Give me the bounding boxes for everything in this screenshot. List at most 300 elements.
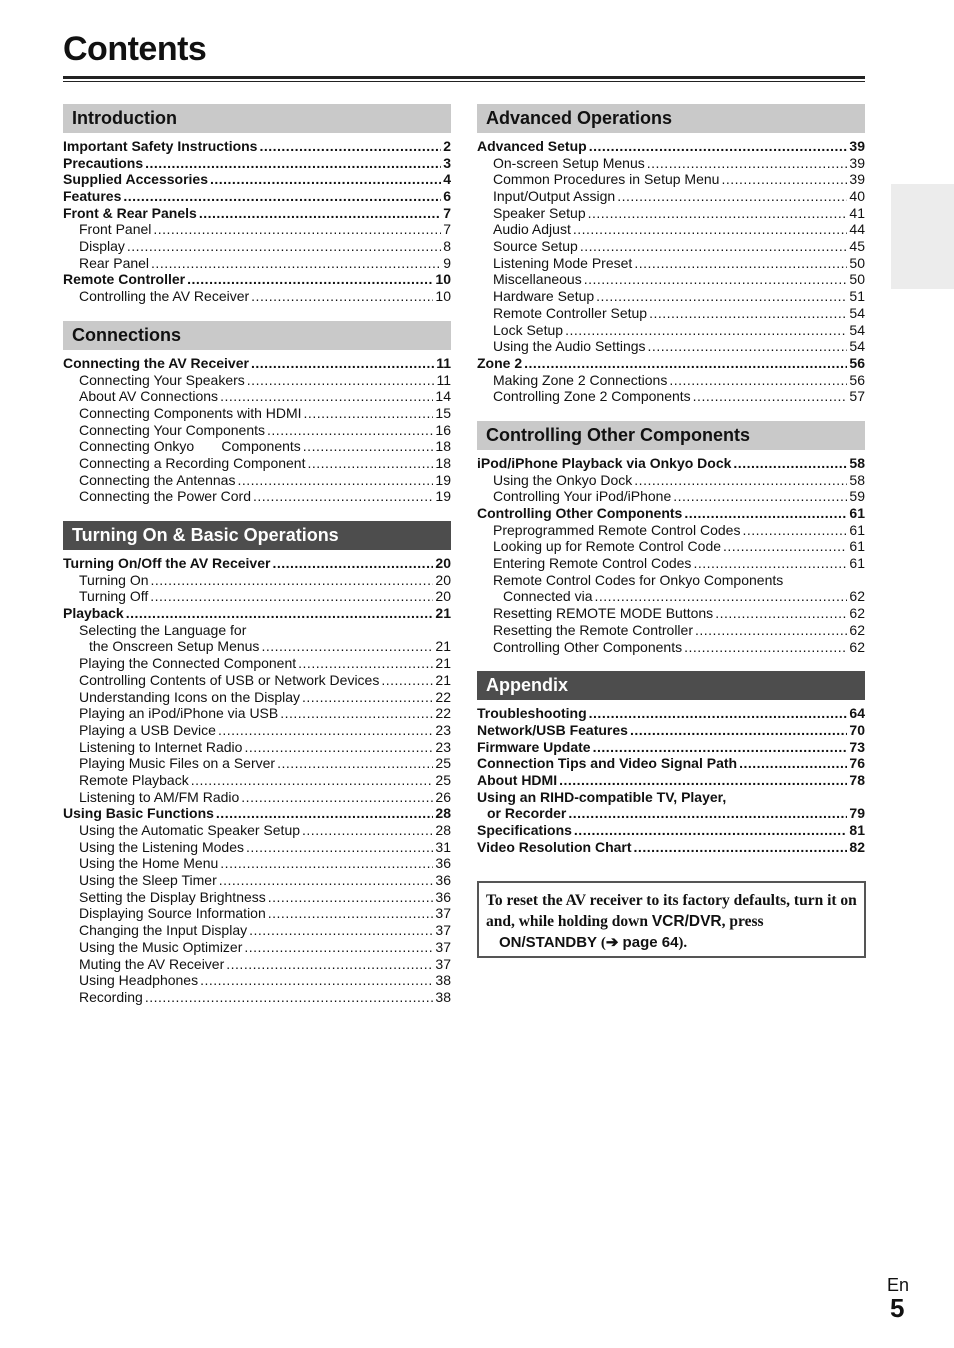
toc-entry[interactable] <box>63 655 451 672</box>
toc-leader-dots <box>253 488 433 505</box>
toc-entry-title: Controlling Other Components <box>477 505 683 522</box>
title-rule-thin <box>63 81 865 82</box>
toc-entry-page: 20 <box>435 571 451 588</box>
toc-entry[interactable] <box>477 355 865 372</box>
toc-section <box>63 521 451 1006</box>
toc-entry-title: Playback <box>63 605 124 622</box>
toc-entry[interactable] <box>477 605 865 622</box>
toc-leader-dots <box>220 388 433 405</box>
toc-entry-page: 21 <box>435 605 451 622</box>
toc-entry[interactable] <box>477 238 865 255</box>
toc-entry-page: 45 <box>849 238 865 255</box>
toc-leader-dots <box>298 655 433 672</box>
toc-entry[interactable] <box>477 322 865 339</box>
section-heading: Advanced Operations <box>477 104 865 133</box>
toc-section <box>63 104 451 305</box>
toc-entry-title: Front Panel <box>79 221 152 238</box>
toc-leader-dots <box>220 855 433 872</box>
toc-entry-title: Playing a USB Device <box>79 721 216 738</box>
section-heading: Controlling Other Components <box>477 421 865 450</box>
toc-leader-dots <box>191 772 434 789</box>
toc-entry-title: Preprogrammed Remote Control Codes <box>493 521 741 538</box>
toc-entry-page: 62 <box>849 621 865 638</box>
toc-leader-dots <box>381 672 433 689</box>
toc-entry-page: 9 <box>443 254 451 271</box>
page-title: Contents <box>63 30 207 68</box>
toc-entry[interactable] <box>63 372 451 389</box>
toc-leader-dots <box>684 639 847 656</box>
toc-entry-page: 11 <box>436 354 451 371</box>
toc-entry-page: 62 <box>849 588 865 605</box>
toc-leader-dots <box>216 805 434 822</box>
toc-entry-page: 38 <box>435 988 451 1005</box>
toc-leader-dots <box>304 405 434 422</box>
toc-leader-dots <box>574 822 848 839</box>
toc-entry-title: Remote Playback <box>79 771 189 788</box>
toc-entry-page: 36 <box>435 855 451 872</box>
toc-entry-title: Using Basic Functions <box>63 805 214 822</box>
toc-leader-dots <box>246 839 433 856</box>
toc-leader-dots <box>210 171 441 188</box>
toc-entry[interactable] <box>477 555 865 572</box>
toc-entry-page: 81 <box>849 822 865 839</box>
toc-leader-dots <box>673 488 847 505</box>
toc-entry[interactable] <box>63 889 451 906</box>
toc-entry-title: Remote Controller <box>63 271 186 288</box>
toc-entry[interactable] <box>477 538 865 555</box>
toc-entry[interactable] <box>63 722 451 739</box>
toc-leader-dots <box>739 755 847 772</box>
toc-leader-dots <box>684 505 847 522</box>
toc-entry-title: Muting the AV Receiver <box>79 955 225 972</box>
toc-entry-page: 54 <box>849 338 865 355</box>
toc-entry[interactable] <box>63 972 451 989</box>
toc-entry-title: Playing the Connected Component <box>79 655 297 672</box>
toc-entry[interactable] <box>477 839 865 856</box>
toc-entry[interactable] <box>63 555 451 572</box>
toc-leader-dots <box>559 772 847 789</box>
toc-entry-page: 20 <box>435 588 451 605</box>
toc-entry-title: Resetting the Remote Controller <box>493 621 693 638</box>
title-rule-thick <box>63 76 865 79</box>
toc-leader-dots <box>150 588 433 605</box>
toc-entry-page: 70 <box>849 721 865 738</box>
toc-entry-page: 37 <box>435 905 451 922</box>
toc-entry-page: 39 <box>849 154 865 171</box>
toc-entry-page: 38 <box>435 972 451 989</box>
toc-section <box>63 321 451 505</box>
toc-entry[interactable] <box>63 355 451 372</box>
toc-entry-page: 7 <box>443 204 451 221</box>
toc-entry-title: the Onscreen Setup Menus <box>89 638 260 655</box>
toc-entry[interactable] <box>63 438 451 455</box>
toc-entry[interactable] <box>477 639 865 656</box>
toc-leader-dots <box>145 989 434 1006</box>
toc-entry[interactable] <box>477 288 865 305</box>
toc-entry-page: 23 <box>435 738 451 755</box>
toc-entry[interactable] <box>477 138 865 155</box>
toc-entry[interactable] <box>63 171 451 188</box>
toc-entry[interactable] <box>63 205 451 222</box>
toc-entry[interactable] <box>477 805 865 822</box>
reset-note-key-line: ON/STANDBY (➔ page 64). <box>499 934 688 951</box>
toc-entry[interactable] <box>63 155 451 172</box>
toc-entry-title: Features <box>63 188 122 205</box>
toc-entry-page: 22 <box>435 705 451 722</box>
toc-entry[interactable] <box>63 789 451 806</box>
toc-entry-page: 56 <box>849 371 865 388</box>
toc-leader-dots <box>596 288 847 305</box>
toc-entry-page: 21 <box>435 671 451 688</box>
toc-entry[interactable] <box>63 488 451 505</box>
toc-entry[interactable] <box>63 906 451 923</box>
toc-entry-page: 37 <box>435 922 451 939</box>
toc-entry[interactable] <box>477 221 865 238</box>
toc-leader-dots <box>588 205 848 222</box>
toc-entry[interactable] <box>63 772 451 789</box>
arrow-right-icon: ➔ <box>605 934 619 951</box>
toc-entry-page: 41 <box>849 204 865 221</box>
toc-entry[interactable] <box>63 872 451 889</box>
toc-entry-title: Hardware Setup <box>493 288 595 305</box>
toc-leader-dots <box>200 972 433 989</box>
reset-note-box <box>477 881 866 958</box>
toc-entry-page: 7 <box>443 221 451 238</box>
toc-entry-page: 25 <box>435 771 451 788</box>
key-on-standby: ON/STANDBY <box>499 934 598 951</box>
toc-entry[interactable] <box>477 589 865 606</box>
toc-entry[interactable] <box>477 338 865 355</box>
toc-entry-title: Using the Listening Modes <box>79 838 244 855</box>
toc-entry-title: Video Resolution Chart <box>477 838 632 855</box>
toc-entry-page: 78 <box>849 771 865 788</box>
toc-entry[interactable] <box>63 255 451 272</box>
toc-entry-title: Resetting REMOTE MODE Buttons <box>493 605 714 622</box>
toc-entry[interactable] <box>477 272 865 289</box>
toc-entry-page: 79 <box>849 805 865 822</box>
toc-entry[interactable] <box>477 505 865 522</box>
toc-entry-title: Selecting the Language for <box>79 621 247 638</box>
toc-entry[interactable] <box>63 705 451 722</box>
toc-entry-page: 10 <box>435 288 451 305</box>
toc-leader-dots <box>589 705 848 722</box>
toc-entry-title: Source Setup <box>493 238 578 255</box>
toc-entry-title: Turning On <box>79 571 149 588</box>
toc-entry-page: 10 <box>435 271 451 288</box>
toc-entry-page: 16 <box>435 421 451 438</box>
toc-entry-page: 50 <box>849 271 865 288</box>
toc-leader-dots <box>733 455 847 472</box>
toc-entry-title: Miscellaneous <box>493 271 582 288</box>
toc-entry-title: Important Safety Instructions <box>63 137 258 154</box>
toc-entry-title: Controlling Other Components <box>493 638 683 655</box>
toc-entry[interactable] <box>477 388 865 405</box>
toc-entry[interactable] <box>477 789 865 806</box>
toc-entry-title: Using the Sleep Timer <box>79 872 217 889</box>
toc-section <box>477 104 865 405</box>
toc-leader-dots <box>302 689 433 706</box>
toc-leader-dots <box>634 839 848 856</box>
toc-leader-dots <box>742 522 847 539</box>
toc-leader-dots <box>218 722 433 739</box>
toc-entry[interactable] <box>63 922 451 939</box>
toc-entry-title: Connecting Your Components <box>79 421 266 438</box>
toc-entry-page: 20 <box>435 555 451 572</box>
toc-leader-dots <box>247 372 435 389</box>
toc-entry-title: Connection Tips and Video Signal Path <box>477 755 738 772</box>
toc-entry-page: 58 <box>849 454 865 471</box>
toc-entry-page: 19 <box>435 471 451 488</box>
toc-entry[interactable] <box>477 622 865 639</box>
toc-entry-page: 14 <box>435 388 451 405</box>
toc-entry-title: Remote Controller Setup <box>493 304 648 321</box>
toc-entry-page: 28 <box>435 822 451 839</box>
toc-leader-dots <box>595 588 848 605</box>
toc-leader-dots <box>307 455 433 472</box>
toc-entry-page: 39 <box>849 171 865 188</box>
toc-entry-title: Controlling the AV Receiver <box>79 288 250 305</box>
toc-leader-dots <box>272 555 433 572</box>
toc-leader-dots <box>649 305 847 322</box>
toc-entry-title: Using Headphones <box>79 972 199 989</box>
toc-entry-title: Recording <box>79 988 143 1005</box>
toc-leader-dots <box>303 438 434 455</box>
toc-entry[interactable] <box>63 238 451 255</box>
toc-entry-page: 62 <box>849 638 865 655</box>
toc-entry-title: Connecting Onkyo Components <box>79 438 301 455</box>
toc-entry-page: 56 <box>849 354 865 371</box>
toc-entry[interactable] <box>63 639 451 656</box>
toc-entry-page: 31 <box>435 838 451 855</box>
toc-leader-dots <box>237 472 433 489</box>
toc-entry[interactable] <box>63 956 451 973</box>
toc-leader-dots <box>648 338 848 355</box>
toc-entry[interactable] <box>477 472 865 489</box>
toc-entry[interactable] <box>477 188 865 205</box>
toc-entry[interactable] <box>63 989 451 1006</box>
toc-entry-page: 51 <box>849 288 865 305</box>
toc-leader-dots <box>630 722 847 739</box>
toc-entry[interactable] <box>63 288 451 305</box>
toc-entry[interactable] <box>63 455 451 472</box>
toc-entry[interactable] <box>63 939 451 956</box>
toc-entry-page: 61 <box>849 521 865 538</box>
toc-entry-page: 18 <box>435 454 451 471</box>
toc-entry[interactable] <box>477 305 865 322</box>
toc-leader-dots <box>241 789 433 806</box>
toc-entry-title: Using the Audio Settings <box>493 338 646 355</box>
toc-leader-dots <box>580 238 848 255</box>
toc-entry-page: 36 <box>435 872 451 889</box>
toc-entry-title: Lock Setup <box>493 321 564 338</box>
toc-leader-dots <box>568 805 847 822</box>
toc-leader-dots <box>584 271 848 288</box>
toc-entry-title: Controlling Contents of USB or Network Devices <box>79 671 380 688</box>
toc-entry[interactable] <box>63 388 451 405</box>
toc-leader-dots <box>123 188 441 205</box>
toc-entry-title: Using the Automatic Speaker Setup <box>79 822 301 839</box>
toc-entry-title: Connecting the Power Cord <box>79 488 251 505</box>
toc-entry-title: Connecting the Antennas <box>79 471 236 488</box>
toc-entry[interactable] <box>63 689 451 706</box>
toc-entry-title: Connected via <box>503 588 593 605</box>
toc-entry-title: Speaker Setup <box>493 204 586 221</box>
toc-entry[interactable] <box>477 205 865 222</box>
toc-entry-title: Using the Home Menu <box>79 855 219 872</box>
toc-leader-dots <box>151 572 434 589</box>
toc-entry-title: Troubleshooting <box>477 705 587 722</box>
toc-entry[interactable] <box>63 572 451 589</box>
toc-entry-title: About AV Connections <box>79 388 219 405</box>
toc-entry-title: Using the Music Optimizer <box>79 938 243 955</box>
toc-entry[interactable] <box>63 221 451 238</box>
toc-section <box>477 671 865 855</box>
toc-entry-page: 8 <box>443 238 451 255</box>
section-heading: Connections <box>63 321 451 350</box>
toc-entry[interactable] <box>63 588 451 605</box>
toc-entry[interactable] <box>63 805 451 822</box>
toc-entry-title: Listening Mode Preset <box>493 254 633 271</box>
left-column <box>63 104 451 1022</box>
toc-leader-dots <box>267 422 433 439</box>
toc-entry-title: Zone 2 <box>477 354 523 371</box>
toc-entry-page: 61 <box>849 538 865 555</box>
toc-entry-title: Using an RIHD-compatible TV, Player, <box>477 788 727 805</box>
toc-leader-dots <box>244 739 433 756</box>
toc-entry-title: Controlling Your iPod/iPhone <box>493 488 672 505</box>
toc-entry-title: iPod/iPhone Playback via Onkyo Dock <box>477 454 732 471</box>
toc-entry[interactable] <box>477 455 865 472</box>
toc-entry[interactable] <box>63 605 451 622</box>
toc-leader-dots <box>261 638 433 655</box>
toc-entry-title: Connecting Components with HDMI <box>79 404 302 421</box>
toc-leader-dots <box>721 171 847 188</box>
toc-entry-page: 28 <box>435 805 451 822</box>
toc-leader-dots <box>268 889 434 906</box>
toc-entry-title: Rear Panel <box>79 254 150 271</box>
toc-entry[interactable] <box>477 488 865 505</box>
toc-entry[interactable] <box>63 839 451 856</box>
toc-entry-title: Network/USB Features <box>477 721 628 738</box>
toc-entry-title: Using the Onkyo Dock <box>493 471 633 488</box>
toc-entry-title: Turning Off <box>79 588 149 605</box>
toc-entry-title: Connecting a Recording Component <box>79 454 306 471</box>
toc-entry-title: Playing an iPod/iPhone via USB <box>79 705 279 722</box>
toc-entry-title: Specifications <box>477 822 572 839</box>
toc-entry[interactable] <box>477 522 865 539</box>
section-heading: Introduction <box>63 104 451 133</box>
toc-entry[interactable] <box>63 855 451 872</box>
toc-entry-page: 18 <box>435 438 451 455</box>
toc-leader-dots <box>259 138 441 155</box>
toc-leader-dots <box>573 221 848 238</box>
toc-entry-page: 2 <box>443 137 451 154</box>
toc-leader-dots <box>695 622 847 639</box>
section-heading: Turning On & Basic Operations <box>63 521 451 550</box>
toc-leader-dots <box>226 956 433 973</box>
toc-entry[interactable] <box>477 155 865 172</box>
toc-entry-page: 4 <box>443 171 451 188</box>
toc-entry[interactable] <box>63 422 451 439</box>
toc-leader-dots <box>126 605 434 622</box>
toc-leader-dots <box>268 905 434 922</box>
toc-leader-dots <box>693 388 848 405</box>
toc-leader-dots <box>251 355 434 372</box>
toc-entry[interactable] <box>63 138 451 155</box>
toc-entry[interactable] <box>63 739 451 756</box>
toc-entry-title: Looking up for Remote Control Code <box>493 538 722 555</box>
toc-entry[interactable] <box>63 622 451 639</box>
toc-entry-title: Front & Rear Panels <box>63 204 197 221</box>
toc-section <box>477 421 865 655</box>
toc-entry-title: Listening to Internet Radio <box>79 738 243 755</box>
toc-entry-page: 58 <box>849 471 865 488</box>
toc-entry[interactable] <box>63 472 451 489</box>
toc-entry[interactable] <box>477 572 865 589</box>
toc-entry-title: Display <box>79 238 125 255</box>
key-vcr-dvr: VCR/DVR <box>651 913 722 930</box>
toc-entry-page: 54 <box>849 304 865 321</box>
toc-leader-dots <box>187 271 433 288</box>
toc-entry-page: 54 <box>849 321 865 338</box>
toc-entry-page: 64 <box>849 705 865 722</box>
toc-entry[interactable] <box>477 705 865 722</box>
toc-leader-dots <box>647 155 848 172</box>
toc-leader-dots <box>715 605 847 622</box>
toc-leader-dots <box>219 872 434 889</box>
toc-entry[interactable] <box>477 171 865 188</box>
toc-entry[interactable] <box>63 405 451 422</box>
toc-entry[interactable] <box>63 272 451 289</box>
toc-entry-title: Understanding Icons on the Display <box>79 688 301 705</box>
toc-entry[interactable] <box>63 188 451 205</box>
section-heading: Appendix <box>477 671 865 700</box>
toc-entry-page: 50 <box>849 254 865 271</box>
toc-entry-title: or Recorder <box>487 805 567 822</box>
toc-entry[interactable] <box>63 822 451 839</box>
toc-entry-page: 57 <box>849 388 865 405</box>
toc-leader-dots <box>723 538 847 555</box>
toc-entry[interactable] <box>63 672 451 689</box>
toc-leader-dots <box>524 355 847 372</box>
toc-entry[interactable] <box>477 372 865 389</box>
toc-entry-page: 11 <box>436 371 451 388</box>
toc-entry-page: 25 <box>435 755 451 772</box>
toc-entry-title: Advanced Setup <box>477 137 587 154</box>
toc-entry-title: Displaying Source Information <box>79 905 266 922</box>
toc-leader-dots <box>251 288 433 305</box>
toc-entry[interactable] <box>477 772 865 789</box>
page-reference[interactable]: page 64 <box>618 934 679 951</box>
toc-entry-page: 39 <box>849 137 865 154</box>
toc-entry-title: Setting the Display Brightness <box>79 888 266 905</box>
toc-entry[interactable] <box>63 755 451 772</box>
toc-entry-page: 73 <box>849 738 865 755</box>
right-column <box>477 104 865 871</box>
toc-entry-page: 44 <box>849 221 865 238</box>
toc-leader-dots <box>669 372 847 389</box>
toc-entry[interactable] <box>477 739 865 756</box>
toc-leader-dots <box>693 555 847 572</box>
toc-entry-title: Changing the Input Display <box>79 922 248 939</box>
toc-leader-dots <box>249 922 433 939</box>
toc-entry-page: 15 <box>435 404 451 421</box>
toc-entry[interactable] <box>477 255 865 272</box>
toc-entry[interactable] <box>477 822 865 839</box>
toc-entry-title: Controlling Zone 2 Components <box>493 388 691 405</box>
toc-entry[interactable] <box>477 755 865 772</box>
toc-entry[interactable] <box>477 722 865 739</box>
